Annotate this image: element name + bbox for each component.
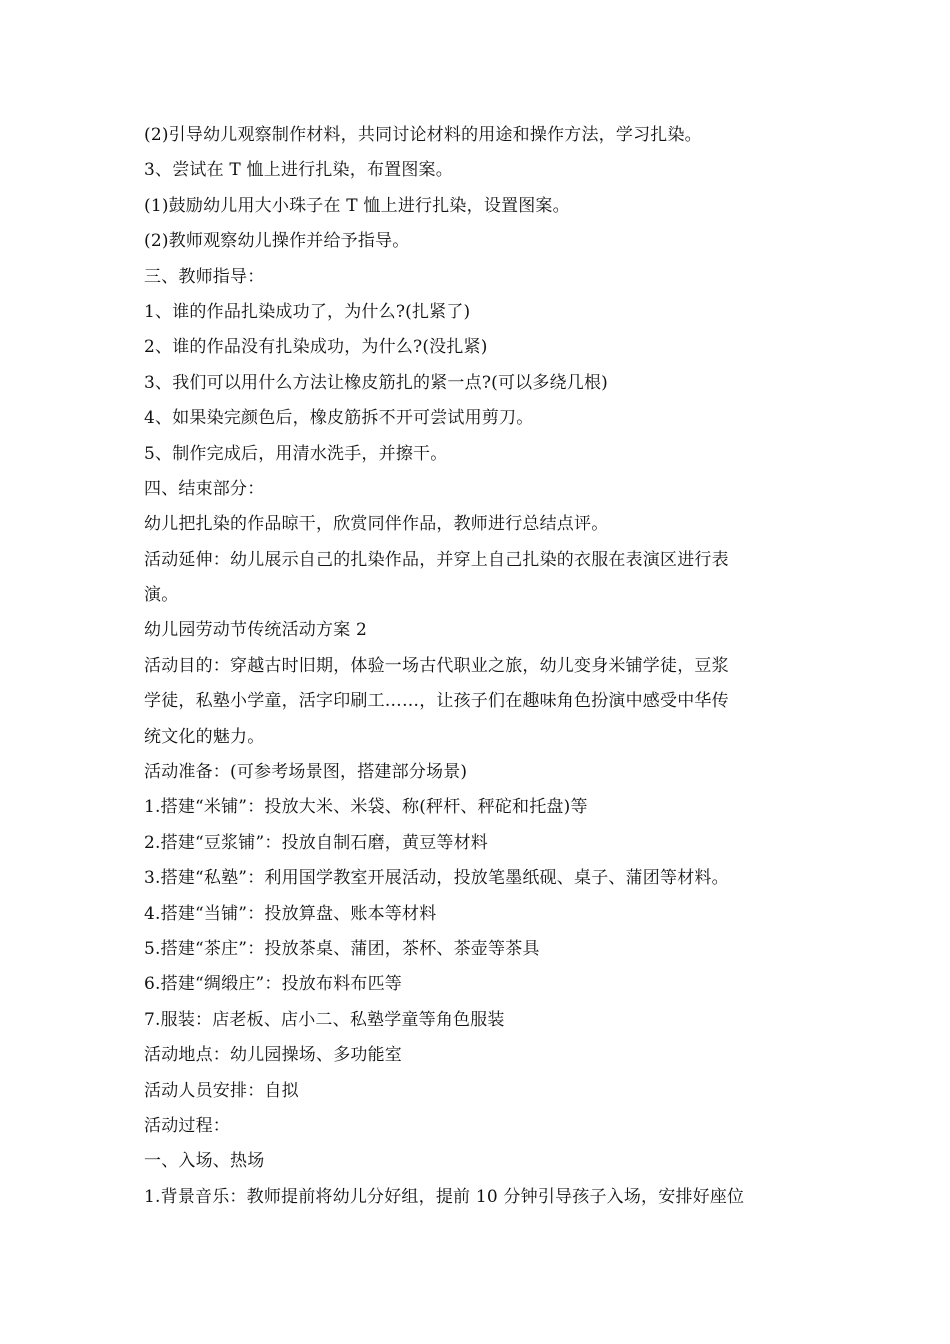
text-line: 4、如果染完颜色后，橡皮筋拆不开可尝试用剪刀。 bbox=[144, 408, 534, 429]
plan-title: 幼儿园劳动节传统活动方案 2 bbox=[144, 620, 368, 641]
list-item: 3.搭建“私塾”：利用国学教室开展活动，投放笔墨纸砚、桌子、蒲团等材料。 bbox=[144, 868, 729, 889]
list-item: 1.搭建“米铺”：投放大米、米袋、称(秤杆、秤砣和托盘)等 bbox=[144, 797, 588, 818]
text-line: 统文化的魅力。 bbox=[144, 726, 265, 747]
text-line: (2)教师观察幼儿操作并给予指导。 bbox=[144, 231, 410, 252]
text-line: 学徒，私塾小学童，活字印刷工……，让孩子们在趣味角色扮演中感受中华传 bbox=[144, 691, 729, 712]
text-line: 1、谁的作品扎染成功了，为什么?(扎紧了) bbox=[144, 301, 471, 322]
text-line: 5、制作完成后，用清水洗手，并擦干。 bbox=[144, 443, 448, 464]
text-line: 2、谁的作品没有扎染成功，为什么?(没扎紧) bbox=[144, 337, 488, 358]
text-line: 幼儿把扎染的作品晾干，欣赏同伴作品，教师进行总结点评。 bbox=[144, 514, 609, 535]
text-line: (2)引导幼儿观察制作材料，共同讨论材料的用途和操作方法，学习扎染。 bbox=[144, 125, 702, 145]
text-line: 活动准备：(可参考场景图，搭建部分场景) bbox=[144, 762, 468, 783]
text-line: 演。 bbox=[144, 585, 179, 606]
list-item: 6.搭建“绸缎庄”：投放布料布匹等 bbox=[144, 974, 403, 995]
text-line: 活动人员安排：自拟 bbox=[144, 1080, 299, 1101]
text-line: 3、我们可以用什么方法让橡皮筋扎的紧一点?(可以多绕几根) bbox=[144, 372, 608, 393]
list-item: 2.搭建“豆浆铺”：投放自制石磨，黄豆等材料 bbox=[144, 832, 489, 853]
text-line: 1.背景音乐：教师提前将幼儿分好组，提前 10 分钟引导孩子入场，安排好座位 bbox=[144, 1186, 745, 1207]
text-line: 活动目的：穿越古时旧期，体验一场古代职业之旅，幼儿变身米铺学徒，豆浆 bbox=[144, 655, 729, 676]
text-line: (1)鼓励幼儿用大小珠子在 T 恤上进行扎染，设置图案。 bbox=[144, 195, 570, 216]
text-line: 3、尝试在 T 恤上进行扎染，布置图案。 bbox=[144, 160, 453, 181]
text-line: 活动延伸：幼儿展示自己的扎染作品，并穿上自己扎染的衣服在表演区进行表 bbox=[144, 549, 729, 570]
document-body bbox=[144, 118, 808, 1215]
list-item: 4.搭建“当铺”：投放算盘、账本等材料 bbox=[144, 903, 437, 924]
list-item: 7.服装：店老板、店小二、私塾学童等角色服装 bbox=[144, 1009, 505, 1030]
section-heading: 一、入场、热场 bbox=[144, 1151, 265, 1172]
text-line: 活动地点：幼儿园操场、多功能室 bbox=[144, 1045, 402, 1066]
text-line: 活动过程： bbox=[144, 1115, 230, 1136]
section-heading: 三、教师指导： bbox=[144, 266, 265, 287]
list-item: 5.搭建“茶庄”：投放茶桌、蒲团，茶杯、茶壶等茶具 bbox=[144, 938, 540, 959]
section-heading: 四、结束部分： bbox=[144, 478, 265, 499]
